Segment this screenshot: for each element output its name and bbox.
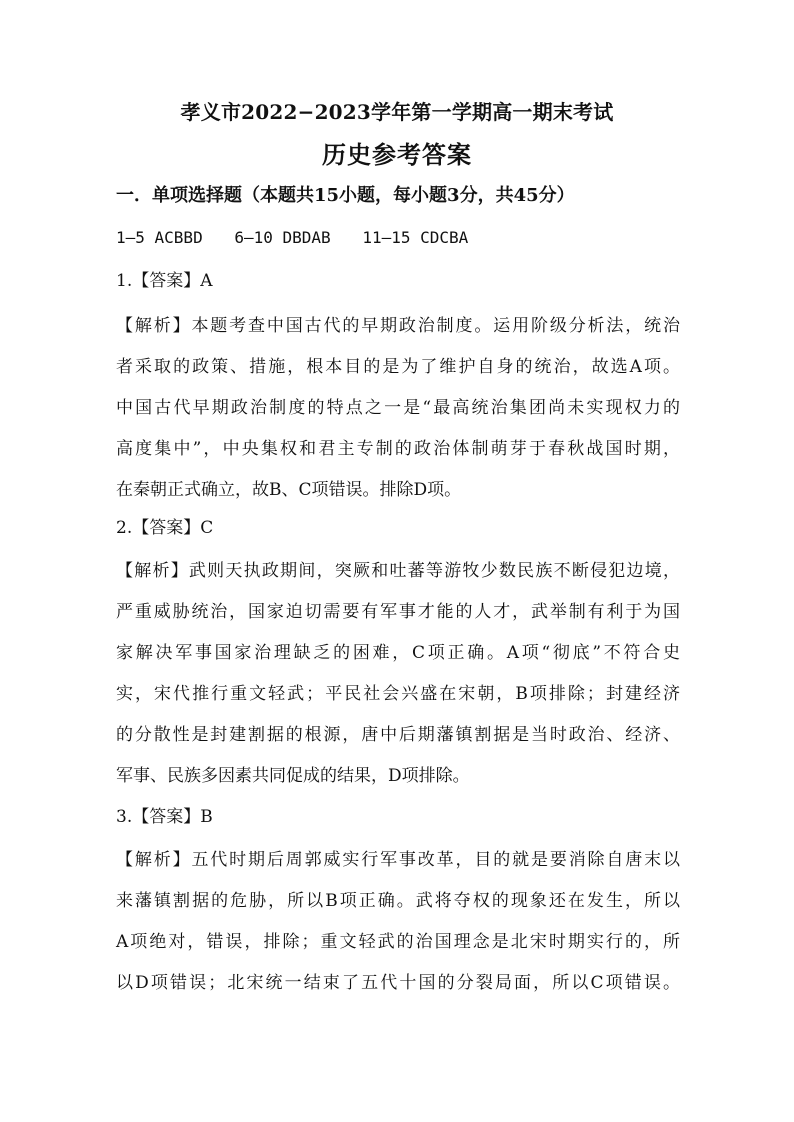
document-subtitle: 历史参考答案: [322, 140, 472, 169]
answer-key-row: [116, 226, 468, 250]
answer-key-1-5: 1—5 ACBBD: [116, 228, 203, 247]
question-2-analysis-line: 【解析】武则天执政期间，突厥和吐蕃等游牧少数民族不断侵犯边境，: [116, 561, 680, 581]
question-2-analysis-line: 的分散性是封建割据的根源，唐中后期藩镇割据是当时政治、经济、: [116, 725, 680, 745]
question-1-analysis-line: 中国古代早期政治制度的特点之一是“最高统治集团尚未实现权力的: [116, 398, 680, 418]
question-1-analysis-line: 【解析】本题考查中国古代的早期政治制度。运用阶级分析法，统治: [116, 316, 680, 336]
question-3-answer: 3.【答案】B: [116, 807, 213, 827]
answer-key-11-15: 11—15 CDCBA: [362, 228, 469, 247]
answer-key-6-10: 6—10 DBDAB: [234, 228, 331, 247]
exam-title: 孝义市2022−2023学年第一学期高一期末考试: [180, 100, 614, 124]
question-2-analysis-line: 军事、民族多因素共同促成的结果，D项排除。: [116, 766, 470, 786]
question-3-analysis-line: A项绝对，错误，排除；重文轻武的治国理念是北宋时期实行的，所: [116, 932, 680, 952]
question-1-analysis-line: 者采取的政策、措施，根本目的是为了维护自身的统治，故选A项。: [116, 357, 680, 377]
question-1-analysis-line: 高度集中”，中央集权和君主专制的政治体制萌芽于春秋战国时期，: [116, 439, 680, 459]
question-2-answer: 2.【答案】C: [116, 518, 214, 538]
question-2-analysis-line: 严重威胁统治，国家迫切需要有军事才能的人才，武举制有利于为国: [116, 602, 680, 622]
question-1-answer: 1.【答案】A: [116, 271, 213, 291]
section-heading-single-choice: 一．单项选择题（本题共15小题，每小题3分，共45分）: [116, 185, 575, 206]
question-3-analysis-line: 以D项错误；北宋统一结束了五代十国的分裂局面，所以C项错误。: [116, 973, 680, 993]
question-2-analysis-line: 家解决军事国家治理缺乏的困难，C项正确。A项“彻底”不符合史: [116, 643, 680, 663]
question-3-analysis-line: 【解析】五代时期后周郭威实行军事改革，目的就是要消除自唐末以: [116, 850, 680, 870]
question-3-analysis-line: 来藩镇割据的危胁，所以B项正确。武将夺权的现象还在发生，所以: [116, 891, 680, 911]
question-2-analysis-line: 实，宋代推行重文轻武；平民社会兴盛在宋朝，B项排除；封建经济: [116, 684, 680, 704]
question-1-analysis-line: 在秦朝正式确立，故B、C项错误。排除D项。: [116, 480, 462, 500]
